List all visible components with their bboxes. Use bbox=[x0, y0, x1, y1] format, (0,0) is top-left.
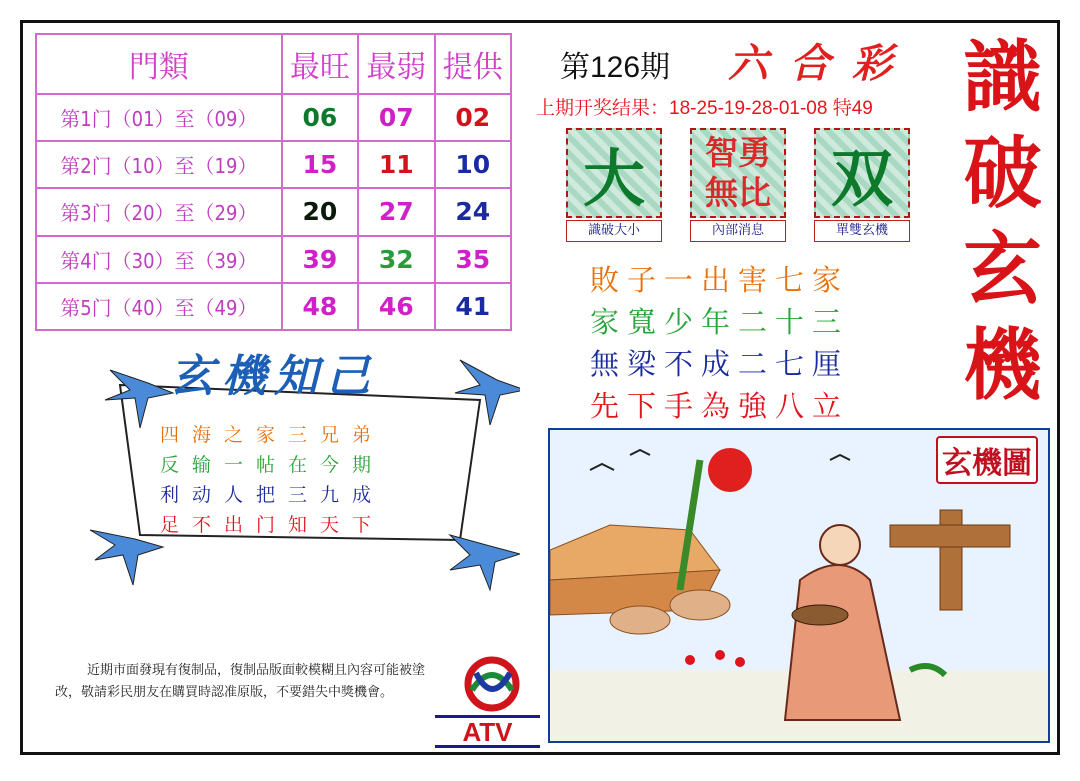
table-row bbox=[36, 283, 511, 330]
last-result: 上期开奖结果：18-25-19-28-01-08 特49 bbox=[536, 98, 873, 119]
tile-odd-even-caption: 單雙玄機 bbox=[814, 220, 910, 242]
tile-size-caption: 識破大小 bbox=[566, 220, 662, 242]
tile-char: 無 bbox=[705, 173, 738, 212]
scroll-line: 反输一帖在今期 bbox=[160, 454, 385, 476]
vertical-title-char: 玄 bbox=[963, 224, 1042, 315]
notice-line: 改，敬請彩民朋友在購買時認准原版，不要錯失中獎機會。 bbox=[55, 685, 394, 700]
header-category: 門類 bbox=[36, 34, 282, 94]
tile-char: 勇 bbox=[738, 133, 771, 172]
tile-char: 比 bbox=[738, 173, 771, 212]
tile-char: 智 bbox=[705, 133, 738, 172]
header-provided: 提供 bbox=[435, 34, 511, 94]
header-hottest: 最旺 bbox=[282, 34, 358, 94]
vertical-title-char: 機 bbox=[963, 320, 1042, 411]
door-range: 第5门（40）至（49） bbox=[36, 283, 282, 330]
number-cell: 24 bbox=[435, 188, 511, 235]
number-cell: 10 bbox=[435, 141, 511, 188]
copy-notice bbox=[55, 660, 435, 704]
vertical-title-char: 破 bbox=[963, 128, 1042, 219]
picture-title: 玄機圖 bbox=[936, 436, 1038, 484]
number-cell: 06 bbox=[282, 94, 358, 141]
tile-size bbox=[566, 128, 662, 218]
door-table bbox=[35, 33, 512, 331]
period-number: 第126期 bbox=[560, 51, 671, 84]
sun-icon bbox=[708, 448, 752, 492]
tile-odd-even-char: 双 bbox=[830, 141, 893, 215]
number-cell: 46 bbox=[358, 283, 434, 330]
number-cell: 39 bbox=[282, 236, 358, 283]
swallow-icon bbox=[90, 530, 163, 585]
atv-logo-emblem bbox=[462, 655, 522, 713]
number-cell: 32 bbox=[358, 236, 434, 283]
basket-icon bbox=[792, 605, 848, 625]
door-range: 第1门（01）至（09） bbox=[36, 94, 282, 141]
number-cell: 41 bbox=[435, 283, 511, 330]
scroll-line: 足不出门知天下 bbox=[160, 514, 385, 536]
door-range: 第2门（10）至（19） bbox=[36, 141, 282, 188]
number-cell: 02 bbox=[435, 94, 511, 141]
table-row bbox=[36, 141, 511, 188]
number-cell: 48 bbox=[282, 283, 358, 330]
poem-line: 無梁不成二七厘 bbox=[590, 347, 850, 381]
number-cell: 15 bbox=[282, 141, 358, 188]
tile-insider-chars bbox=[705, 133, 771, 213]
scroll-line: 四海之家三兄弟 bbox=[160, 424, 385, 446]
vertical-title-char: 識 bbox=[963, 32, 1042, 123]
table-header-row bbox=[36, 34, 511, 94]
door-range: 第3门（20）至（29） bbox=[36, 188, 282, 235]
tile-insider-caption: 內部消息 bbox=[690, 220, 786, 242]
riddle-picture bbox=[548, 428, 1050, 743]
tile-insider bbox=[690, 128, 786, 218]
number-cell: 11 bbox=[358, 141, 434, 188]
number-cell: 20 bbox=[282, 188, 358, 235]
table-row bbox=[36, 94, 511, 141]
door-range: 第4门（30）至（39） bbox=[36, 236, 282, 283]
notice-line: 近期市面發現有復制品，復制品版面較模糊且內容可能被塗 bbox=[87, 663, 426, 678]
table-row bbox=[36, 236, 511, 283]
poem-line: 家寬少年二十三 bbox=[590, 305, 850, 339]
number-cell: 27 bbox=[358, 188, 434, 235]
brand-title: 六合彩 bbox=[728, 40, 914, 87]
number-cell: 35 bbox=[435, 236, 511, 283]
atv-logo: ATV bbox=[435, 715, 540, 748]
tile-size-char: 大 bbox=[582, 141, 645, 215]
scroll-text bbox=[160, 420, 384, 540]
scroll-title: 玄機知己 bbox=[170, 351, 378, 402]
tile-odd-even bbox=[814, 128, 910, 218]
poem-line: 敗子一出害七家 bbox=[590, 263, 850, 297]
header-weakest: 最弱 bbox=[358, 34, 434, 94]
table-row bbox=[36, 188, 511, 235]
poem-line: 先下手為強八立 bbox=[590, 389, 850, 423]
scroll-line: 利动人把三九成 bbox=[160, 484, 385, 506]
number-cell: 07 bbox=[358, 94, 434, 141]
swallow-icon bbox=[450, 535, 520, 590]
vertical-title bbox=[955, 30, 1050, 414]
